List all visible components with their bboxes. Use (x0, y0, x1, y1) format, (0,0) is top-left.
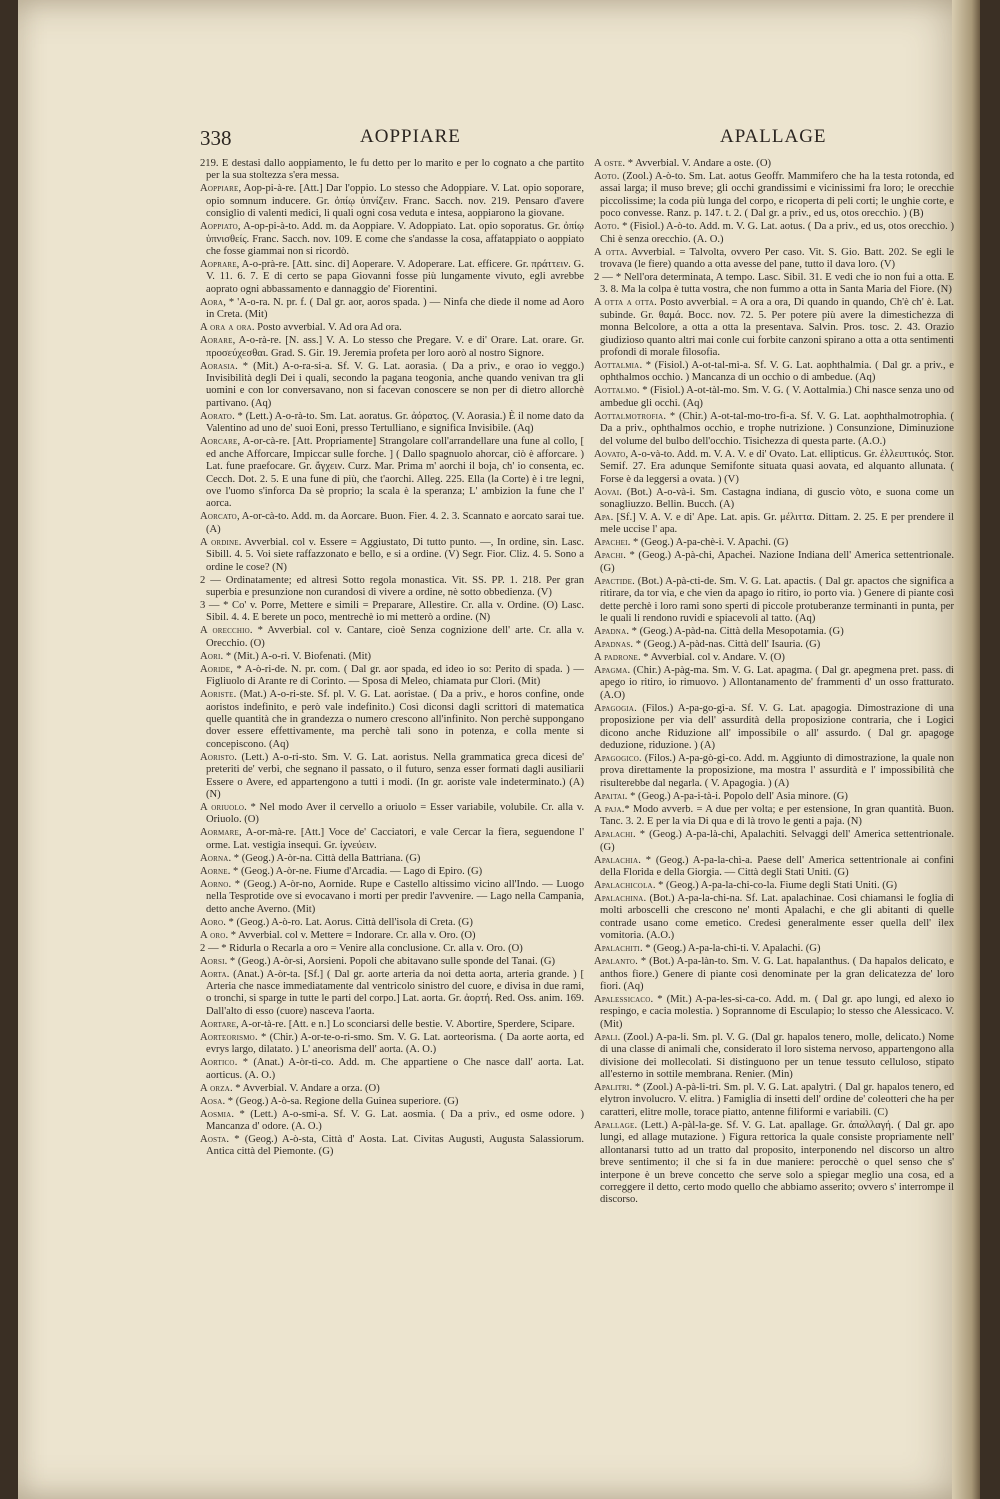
entry-headword: Aorsi (200, 955, 225, 967)
entry-headword: Aorcare (200, 436, 238, 448)
entry-text: . * (Lett.) A-o-smi-a. Sf. V. G. Lat. aosmia. ( Da a priv., ed osme odore. ) Mancanza d' odore. (A. O.) (206, 1108, 584, 1133)
entry-text: . * (Geog.) A-òr-no, Aornide. Rupe e Castello altissimo vicino all'Indo. — Luogo nella Tesprotide ove si evocavano i morti per predir l'avvenire. — Lago nella Campania, detto anche Averno. (Mit) (206, 878, 584, 915)
entry-headword: Apaitai (594, 790, 625, 802)
dictionary-entry (594, 537, 954, 549)
entry-text: . (Bot.) A-pà-cti-de. Sm. V. G. Lat. apactis. ( Dal gr. apactos che significa a ritirare, da tor via, e che vien da apago io ritiro, io porto via. ) Genere di piante così dette perchè i loro rami sono sperti di piccole protuberanze terminanti in punta, per le quali li rendono ruvidi e spiacevoli al tatto. (Aq) (600, 575, 954, 624)
entry-text: . (Bot.) A-o-và-i. Sm. Castagna indiana, di guscio vòto, e suona come un sonagliuzzo. Bellin. Bucch. (A) (600, 486, 954, 510)
entry-headword: Aorta (200, 968, 227, 980)
entry-headword: Aottalmia (594, 360, 640, 372)
entry-text: , A-or-mà-re. [Att.] Voce de' Cacciatori, e vale Cercar la fiera, seguendone l' orme. Lat. vestigia insequi. Gr. ἰχνεύειν. (206, 827, 584, 851)
dictionary-entry (594, 360, 954, 385)
entry-headword: Aosta (200, 1134, 227, 1146)
dictionary-entry (200, 943, 584, 955)
entry-text: . * (Geog.) A-ò-sa. Regione della Guinea superiore. (G) (222, 1095, 459, 1107)
dictionary-entry (200, 689, 584, 751)
entry-headword: Aorna (200, 852, 229, 864)
entry-headword: Aorteorismo (200, 1031, 255, 1043)
entry-headword: Aoride (200, 663, 231, 675)
entry-headword: Aoppiare (200, 183, 239, 195)
entry-text: , A-or-tà-re. [Att. e n.] Lo sconciarsi delle bestie. V. Abortire, Sperdere, Scipare. (236, 1018, 575, 1030)
entry-text: . * (Geog.) A-òr-si, Aorsieni. Popoli che abitavano sulle sponde del Tanai. (G) (224, 955, 556, 967)
entry-headword: Aorato (200, 410, 233, 422)
entry-headword: Apagogico (594, 752, 639, 764)
dictionary-entry (200, 361, 584, 411)
entry-headword: Apalitri (594, 1082, 630, 1094)
entry-headword: A orza (200, 1082, 230, 1094)
dictionary-entry (594, 829, 954, 854)
entry-headword: A paja (594, 803, 622, 815)
dictionary-entry (200, 1109, 584, 1134)
dictionary-entry (200, 411, 584, 436)
entry-text: . * (Geog.) A-pa-là-chi, Apalachiti. Selvaggi dell' America settentrionale. (G) (600, 829, 954, 853)
entry-headword: A otta a otta (594, 297, 655, 309)
entry-headword: A ordine (200, 536, 239, 548)
entry-text: . * (Chir.) A-or-te-o-ri-smo. Sm. V. G. Lat. aorteorisma. ( Da aorte aorta, ed evrys largo, dilatato. ) L' aneorisma dell' aorta. (A. O.) (206, 1031, 584, 1056)
dictionary-entry (594, 385, 954, 410)
dictionary-entry (594, 272, 954, 297)
dictionary-entry (594, 487, 954, 512)
entry-text: . (Chir.) A-pàg-ma. Sm. V. G. Lat. apagma. ( Dal gr. apegmena pret. pass. di apego io ritiro, io rimuovo. ) Allontanamento de' frammenti d' un osso fratturato. (A.O) (600, 664, 954, 701)
entry-headword: Apali (594, 1031, 618, 1043)
entry-headword: Aorcato (200, 511, 237, 523)
entry-headword: Aori (200, 650, 221, 662)
dictionary-entry (200, 600, 584, 625)
dictionary-entry (200, 158, 584, 183)
entry-headword: Apa (594, 511, 611, 523)
dictionary-entry (594, 943, 954, 955)
entry-headword: Aottalmotrofia (594, 410, 664, 422)
entry-text: , * 'A-o-ra. N. pr. f. ( Dal gr. aor, aoros spada. ) — Ninfa che diede il nome ad Aoro in Creta. (Mit) (206, 296, 584, 321)
entry-headword: Apalachiti (594, 943, 640, 955)
entry-text: . [Sf.] V. A. V. e di' Ape. Lat. apis. Gr. μέλιττα. Dittam. 2. 25. E per prendere il mele uccise l' apa. (600, 511, 954, 536)
dictionary-entry (200, 1096, 584, 1108)
dictionary-entry (200, 802, 584, 827)
entry-headword: A padrone (594, 651, 638, 663)
entry-headword: Apalessicaco (594, 994, 651, 1006)
entry-text: . * (Geog.) A-pà-chi, Apachei. Nazione Indiana dell' America settentrionale. (G) (600, 550, 954, 574)
entry-text: . Posto avverbial. V. Ad ora Ad ora. (251, 322, 402, 334)
dictionary-entry (200, 183, 584, 220)
entry-headword: Aoppiato (200, 221, 238, 233)
dictionary-entry (594, 411, 954, 448)
dictionary-entry (594, 247, 954, 272)
dictionary-entry (200, 575, 584, 600)
dictionary-entry (594, 804, 954, 829)
dictionary-entry (200, 221, 584, 258)
dictionary-entry (594, 626, 954, 638)
entry-text: . (Zool.) A-ò-to. Sm. Lat. aotus Geoffr. Mammifero che ha la testa rotonda, ed assai larga; il muso breve; gli occhi grandissimi e vicinissimi fra loro; le orecchie piccolissime; la coda più lunga del corpo, e ricoperta di peli corti; le unghie corte, e poco convesse. Ranz. p. 147. t. 2. ( Dal gr. a priv., ed us, otos orecchio. ) (B) (600, 171, 954, 220)
dictionary-entry (200, 1057, 584, 1082)
dictionary-entry (594, 956, 954, 993)
dictionary-entry (594, 703, 954, 753)
entry-headword: A orecchio (200, 625, 250, 637)
entry-text: 219. E destasi dallo aoppiamento, le fu detto per lo marito e per lo cognato a che partito per la sua stoltezza s'era messa. (200, 158, 584, 182)
entry-headword: A otta (594, 246, 625, 258)
entry-text: . Avverbial. = Talvolta, ovvero Per caso. Vit. S. Gio. Batt. 202. Se egli le trovava (le fiere) quando a otta avesse del pane, tutto il dava loro. (V) (600, 246, 954, 271)
entry-headword: Aosmia (200, 1108, 232, 1120)
entry-headword: Apachei (594, 537, 628, 549)
entry-text: . * (Geog.) A-òr-ne. Fiume d'Arcadia. — Lago di Epiro. (G) (227, 865, 483, 877)
entry-text: 2 — Ordinatamente; ed altresì Sotto regola monastica. Vit. SS. PP. 1. 218. Per gran superbia e presunzione non curandosi di vivere a ordine, nè sotto obbedienza. (V) (200, 574, 584, 598)
entry-headword: Aosa (200, 1095, 223, 1107)
entry-text: . * (Mit.) A-pa-les-si-ca-co. Add. m. ( Dal gr. apo lungi, ed alexo io respingo, e cacia molestia. ) Soprannome di Esculapio; lo stesso che Alessicaco. V. (Mit) (600, 994, 954, 1030)
entry-text: , A-op-pi-à-to. Add. m. da Aoppiare. V. Adoppiato. Lat. opio soporatus. Gr. ὀπίῳ ὑπνισθείς. Franc. Sacch. nov. 109. E come che s'andasse la cosa, affatappiato o aoppiato che fosse giammai non si ricordò. (206, 221, 584, 258)
entry-headword: Aorne (200, 865, 228, 877)
entry-text: . * (Bot.) A-pa-làn-to. Sm. V. G. Lat. hapalanthus. ( Da hapalos delicato, e anthos fiore.) Genere di piante così denominate per la gran delicatezza de' loro fiori. (Aq) (600, 956, 954, 993)
entry-text: . (Anat.) A-òr-ta. [Sf.] ( Dal gr. aorte arteria da noi detta aorta, arteria grande. ) [ Arteria che nasce immediatamente dal ventricolo sinistro del cuore, e divisa in due rami, o tronchi, si sparge in tutte le parti del corpo.] Lat. aorta. Gr. ἀορτή. Red. Oss. anim. 169. Dall'alto di esso (cuore) nasceva l'aorta. (206, 968, 584, 1017)
entry-headword: Aortare (200, 1018, 237, 1030)
entry-text: . * Nel modo Aver il cervello a oriuolo = Esser variabile, volubile. Cr. alla v. Oriuolo. (O) (206, 802, 584, 826)
entry-text: . * Avverbial. col v. Andare. V. (O) (637, 651, 785, 663)
entry-text: . * Avverbial. col v. Cantare, cioè Senza cognizione dell' arte. Cr. alla v. Orecchio. (O) (206, 625, 584, 649)
dictionary-entry (200, 322, 584, 334)
entry-headword: Aoriste (200, 689, 234, 701)
dictionary-entry (200, 511, 584, 536)
entry-headword: Apadnas (594, 638, 631, 650)
page-edge-shadow (952, 0, 980, 1499)
entry-text: . * (Geog.) A-pa-la-chi-co-la. Fiume degli Stati Uniti. (G) (652, 880, 897, 891)
dictionary-entry (200, 956, 584, 968)
entry-headword: Aottalmo (594, 385, 637, 397)
dictionary-entry (200, 866, 584, 878)
entry-headword: A oriuolo (200, 802, 245, 813)
dictionary-entry (200, 651, 584, 663)
entry-text: . * Avverbial. V. Andare a oste. (O) (622, 158, 771, 169)
dictionary-entry (594, 221, 954, 246)
entry-headword: A ora a ora (200, 322, 252, 334)
entry-headword: Aoro (200, 916, 224, 928)
entry-text: , * A-ò-ri-de. N. pr. com. ( Dal gr. aor spada, ed ideo io so: Perito di spada. ) — Figliuolo di Arante re di Corinto. — Sposa di Meleo, chiamata pur Clori. (Mit) (206, 663, 584, 688)
entry-headword: Aortico (200, 1057, 235, 1069)
entry-text: . (Lett.) A-pàl-la-ge. Sf. V. G. Lat. apallage. Gr. ἀπαλλαγή. ( Dal gr. apo lungi, ed allage mutazione. ) Figura rettorica la quale consiste propriamente nell' allontanarsi tutto ad un tratto dal proposito, interponendo nel discorso un altro breve sentimento; il che si fa in due maniere: perocchè o quel senso che s' interpone è un breve concetto che serve solo a spiegar meglio una cosa, ed a correggere il detto, certo modo quello che abbiamo asserito; ovvero s' interrompe il discorso. (600, 1119, 954, 1206)
dictionary-entry (594, 158, 954, 170)
right-column (594, 158, 954, 1468)
entry-headword: Aovai (594, 486, 620, 498)
dictionary-entry (594, 855, 954, 880)
dictionary-entry (594, 994, 954, 1031)
entry-text: , A-o-rà-re. [N. ass.] V. A. Lo stesso che Pregare. V. e di' Orare. Lat. orare. Gr. προσεύχεσθαι. Grad. S. Gir. 19. Jeremia profeta per loro aorò al nostro Signore. (206, 335, 584, 359)
entry-headword: A oste (594, 158, 623, 169)
entry-text: , A-or-cà-re. [Att. Propriamente] Strangolare coll'arrandellare una fune al collo, [ ed anche Afforcare, Impiccar sulle forche. ] ( Dallo spagnuolo ahorcar, ciò è afforcare. ) Lat. fune praefocare. Gr. ἄγχειν. Curz. Mar. Prima m' aorchi il boja, ch' io consenta, ec. Cecch. Dot. 2. 5. E una fune di più, che t'aorchi. Alleg. 225. Ella (la Corte) è i tre legni, ove l'uomo s'inforca Da sè proprio; la scala è la speranza; L' ambizion la fune che l' aorca. (206, 436, 584, 510)
dictionary-entry (594, 753, 954, 790)
entry-headword: Apallage (594, 1119, 635, 1131)
entry-text: . * (Geog.) A-pa-la-chì-ti. V. Apalachi. (G) (639, 943, 821, 955)
entry-text: . * (Lett.) A-o-rà-to. Sm. Lat. aoratus. Gr. ἀόρατος. (V. Aorasia.) È il nome dato da Valentino ad uno de' suoi Eoni, presso Tertulliano, e significa Invisibile. (Aq) (206, 410, 584, 435)
entry-text: . * (Geog.) A-pa-la-chì-a. Paese dell' America settentrionale ai confini della Florida e della Giorgia. — Città degli Stati Uniti. (G) (600, 854, 954, 878)
entry-text: . Posto avverbial. = A ora a ora, Di quando in quando, Ch'è ch' è. Lat. subinde. Gr. θαμά. Bocc. nov. 72. 5. Per potere più avere la dimestichezza di monna Belcolore, a otta a otta la presentava. Salvin. Pros. tosc. 2. 43. Orazio giudizioso quanto altri mai conle cui forbite canzoni spirano a otta a otta sentimenti profondi di morale filosofia. (600, 297, 954, 359)
entry-text: . * (Anat.) A-òr-ti-co. Add. m. Che appartiene o Che nasce dall' aorta. Lat. aorticus. (A. O.) (206, 1057, 584, 1081)
entry-text: . * (Fisiol.) A-ò-to. Add. m. V. G. Lat. aotus. ( Da a priv., ed us, otos orecchio. ) Chi è senza orecchio. (A. O.) (600, 221, 954, 245)
dictionary-entry (200, 930, 584, 942)
dictionary-entry (594, 297, 954, 359)
entry-text: . Avverbial. col v. Essere = Aggiustato, Di tutto punto. —, In ordine, sin. Lasc. Sibill. 4. 5. Voi siete raffazzonato e bello, e si a ordine. (V) Segr. Fior. Cliz. 4. 5. Sono a ordine le cose? (N) (206, 536, 584, 573)
entry-text: . (Lett.) A-o-ri-sto. Sm. V. G. Lat. aoristus. Nella grammatica greca dicesi de' preteriti de' verbi, che segnano il passato, o il futuro, senza esser formati dagli ausiliarii Essere o Avere, ed appartengono a tutti i modi. (In gr. aoriste vale indeterminato.) (A) (N) (206, 751, 584, 800)
entry-headword: Aoprare (200, 259, 237, 271)
entry-text: . * (Zool.) A-pà-li-tri. Sm. pl. V. G. Lat. apalytri. ( Dal gr. hapalos tenero, ed elytron involucro. V. elitra. ) Famiglia di insetti dell' ordine de' coleotteri che ha per caratteri, elitre molle, torace piatto, antenne filiformi e variabili. (C) (600, 1082, 954, 1118)
dictionary-entry (594, 665, 954, 702)
dictionary-entry (594, 1120, 954, 1207)
entry-text: . * (Mit.) A-o-ri. V. Biofenati. (Mit) (220, 650, 372, 662)
entry-text: . * Avverbial. col v. Mettere = Indorare. Cr. alla v. Oro. (O) (225, 929, 476, 941)
entry-text: , A-or-cà-to. Add. m. da Aorcare. Buon. Fier. 4. 2. 3. Scannato e aorcato sarai tue. (A) (206, 511, 584, 535)
dictionary-entry (594, 512, 954, 537)
entry-text: . * (Geog.) A-pàd-nas. Città dell' Isauria. (G) (630, 638, 821, 650)
entry-text: . * (Fisiol.) A-ot-tàl-mo. Sm. V. G. ( V. Aottalmia.) Chi nasce senza uno od ambedue gli occhi. (Aq) (600, 385, 954, 409)
dictionary-entry (200, 259, 584, 296)
left-running-head: AOPPIARE (360, 126, 461, 147)
entry-headword: Apalachia (594, 854, 639, 866)
dictionary-entry (594, 639, 954, 651)
dictionary-page (18, 0, 980, 1499)
dictionary-entry (200, 297, 584, 322)
entry-text: . (Filos.) A-pa-gò-gi-co. Add. m. Aggiunto di dimostrazione, la quale non prova direttamente la proposizione, ma mostra l' assurdità e l' impossibilità che risulterebbe dal negarla. ( V. Apagogia. ) (A) (600, 752, 954, 789)
entry-text: , Aop-pi-à-re. [Att.] Dar l'oppio. Lo stesso che Adoppiare. V. Lat. opio soporare, opio somnum inducere. Gr. ὀπίῳ ὑπνίζειν. Franc. Sacch. nov. 219. Pensaro d'avere consiglio di valenti medici, li quali ogni cosa veduta e intesa, aoppiarono la giovane. (206, 183, 584, 220)
dictionary-entry (594, 550, 954, 575)
dictionary-entry (200, 537, 584, 574)
entry-text: . * Avverbial. V. Andare a orza. (O) (229, 1082, 380, 1094)
dictionary-entry (200, 436, 584, 510)
dictionary-entry (200, 1083, 584, 1095)
dictionary-entry (200, 853, 584, 865)
entry-headword: Aoto (594, 221, 617, 233)
entry-text: . (Mat.) A-o-ri-ste. Sf. pl. V. G. Lat. aoristae. ( Da a priv., e horos confine, onde aoristos indefinito, e però vale indefinito.) Così diconsi dagli scrittori di matematica quelle quantità che in grandezza o numero crescono all'infinito. Non perchè suppongano dover essere effettivamente, ma perchè tali sono in potenza, e colla mente si concepiscono. (Aq) (206, 689, 584, 750)
dictionary-entry (594, 171, 954, 221)
entry-headword: Apagogia (594, 702, 635, 714)
entry-text: . * (Chir.) A-ot-tal-mo-tro-fì-a. Sf. V. G. Lat. aophthalmotrophia. ( Da a priv., ophthalmos occhio, e trophe nutrizione. ) Consunzione, Diminuzione del volume del bulbo dell'occhio. Tisichezza di questa parte. (A.O.) (600, 410, 954, 447)
dictionary-entry (200, 879, 584, 916)
dictionary-entry (594, 880, 954, 892)
entry-text: , A-o-prà-re. [Att. sinc. di] Aoperare. V. Adoperare. Lat. efficere. Gr. πράττειν. G. V. 11. 6. 7. E di certo se papa Giovanni fosse più lungamente vivuto, egli avrebbe aoprato ogni abbassamento e dannaggio de' Fiorentini. (206, 259, 584, 295)
entry-text: . * (Geog.) A-ò-sta, Città d' Aosta. Lat. Civitas Augusti, Augusta Salassiorum. Antica città del Piemonte. (G) (206, 1134, 584, 1158)
entry-headword: Apalachina (594, 893, 644, 904)
entry-text: . * (Mit.) A-o-ra-si-a. Sf. V. G. Lat. aorasia. ( Da a priv., e orao io veggo.) Invisibilità degli Dei i quali, secondo la pagana teogonia, anche quando venivan tra gli uomini e con lor conversavano, non si facevan conoscere se non per di dietro allorchè partivano. (Aq) (206, 360, 584, 409)
entry-headword: Aorno (200, 878, 229, 890)
entry-headword: Aoto (594, 171, 617, 182)
entry-headword: A oro (200, 929, 226, 941)
entry-headword: Apalachicola (594, 880, 653, 891)
dictionary-entry (594, 1032, 954, 1082)
entry-headword: Aoristo (200, 751, 235, 763)
entry-text: . (Filos.) A-pa-go-gì-a. Sf. V. G. Lat. apagogia. Dimostrazione di una proposizione per via dell' assurdità della proposizione contraria, che i Logici dicono anche Riduzione all' impossibile o all' assurdo. ( Dal gr. apagoge deduzione, riduzione. ) (A) (600, 702, 954, 751)
entry-text: 2 — * Nell'ora determinata, A tempo. Lasc. Sibil. 31. E vedi che io non fui a otta. E 3. 8. Ma la colpa è tutta vostra, che non fummo a otta in Santa Maria del Fiore. (N) (594, 272, 954, 296)
entry-text: . * (Geog.) A-pàd-na. Città della Mesopotamia. (G) (626, 625, 844, 637)
right-running-head: APALLAGE (720, 126, 827, 147)
dictionary-entry (200, 752, 584, 802)
dictionary-entry (594, 576, 954, 626)
entry-headword: Apalachi (594, 829, 633, 841)
entry-text: 2 — * Ridurla o Recarla a oro = Venire alla conclusione. Cr. alla v. Oro. (O) (200, 942, 523, 954)
dictionary-entry (200, 827, 584, 852)
entry-text: , A-o-và-to. Add. m. V. A. V. e di' Ovato. Lat. ellipticus. Gr. ἐλλειπτικός. Stor. Semif. 27. Era adunque Semifonte situata quasi aovata, ed alquanto allunata. ( Forse è da leggersi a ovata. ) (V) (600, 448, 954, 485)
entry-headword: Aora (200, 296, 224, 308)
entry-text: . * (Geog.) A-òr-na. Città della Battriana. (G) (228, 852, 421, 864)
entry-headword: Aormare (200, 827, 239, 839)
entry-headword: Apachi (594, 550, 624, 562)
left-column (200, 158, 584, 1468)
entry-text: . (Zool.) A-pa-li. Sm. pl. V. G. (Dal gr. hapalos tenero, molle, delicato.) Nome di una classe di animali che, considerato il loro sistema nervoso, appartengono alla divisione dei mollecolati. Si distinguono per un tenue tessuto celluloso, stipato all'esterno in sottile membrana. Renier. (Min) (600, 1031, 954, 1081)
entry-text: 3 — * Co' v. Porre, Mettere e simili = Preparare, Allestire. Cr. alla v. Ordine. (O) Lasc. Sibil. 4. 4. E berete un poco, mentrechè io mi metterò a ordine. (N) (200, 599, 584, 624)
entry-headword: Aorasia (200, 360, 236, 372)
dictionary-entry (594, 652, 954, 664)
dictionary-entry (594, 893, 954, 943)
dictionary-entry (200, 1134, 584, 1159)
dictionary-entry (594, 449, 954, 486)
entry-text: . * (Geog.) A-pa-chè-i. V. Apachi. (G) (627, 537, 789, 549)
entry-headword: Apalanto (594, 956, 636, 968)
dictionary-entry (200, 625, 584, 650)
entry-headword: Aorare (200, 335, 233, 347)
dictionary-entry (200, 335, 584, 360)
entry-text: . (Bot.) A-pa-la-chi-na. Sf. Lat. apalachinae. Così chiamansi le foglia di molti arboscelli che crescono ne' monti Apalachi, e che gli abitanti di quelle contrade usano come emetico. Credesi generalmente esser quella dell' ilex vomitoria. (A.O.) (600, 893, 954, 942)
entry-text: . * (Geog.) A-pa-i-tà-i. Popolo dell' Asia minore. (G) (624, 790, 848, 802)
entry-headword: Apactide (594, 575, 633, 587)
entry-text: . * (Geog.) A-ò-ro. Lat. Aorus. Città dell'isola di Creta. (G) (223, 916, 473, 928)
dictionary-entry (594, 1082, 954, 1119)
page-number: 338 (200, 126, 232, 150)
dictionary-entry (200, 1019, 584, 1031)
entry-headword: Apagma (594, 664, 628, 676)
page-header (200, 126, 940, 156)
entry-text: .* Modo avverb. = A due per volta; e per estensione, In gran quantità. Buon. Tanc. 3. 2. E per la via Di qua e di là trovo le genti a paja. (N) (600, 803, 954, 828)
dictionary-entry (200, 1032, 584, 1057)
entry-text: . * (Fisiol.) A-ot-tal-mì-a. Sf. V. G. Lat. aophthalmia. ( Dal gr. a priv., e ophthalmos occhio. ) Mancanza di un occhio o di ambedue. (Aq) (600, 360, 954, 384)
dictionary-entry (200, 917, 584, 929)
dictionary-entry (200, 969, 584, 1019)
entry-headword: Aovato (594, 448, 626, 460)
entry-headword: Apadna (594, 625, 627, 637)
dictionary-entry (200, 664, 584, 689)
dictionary-entry (594, 791, 954, 803)
